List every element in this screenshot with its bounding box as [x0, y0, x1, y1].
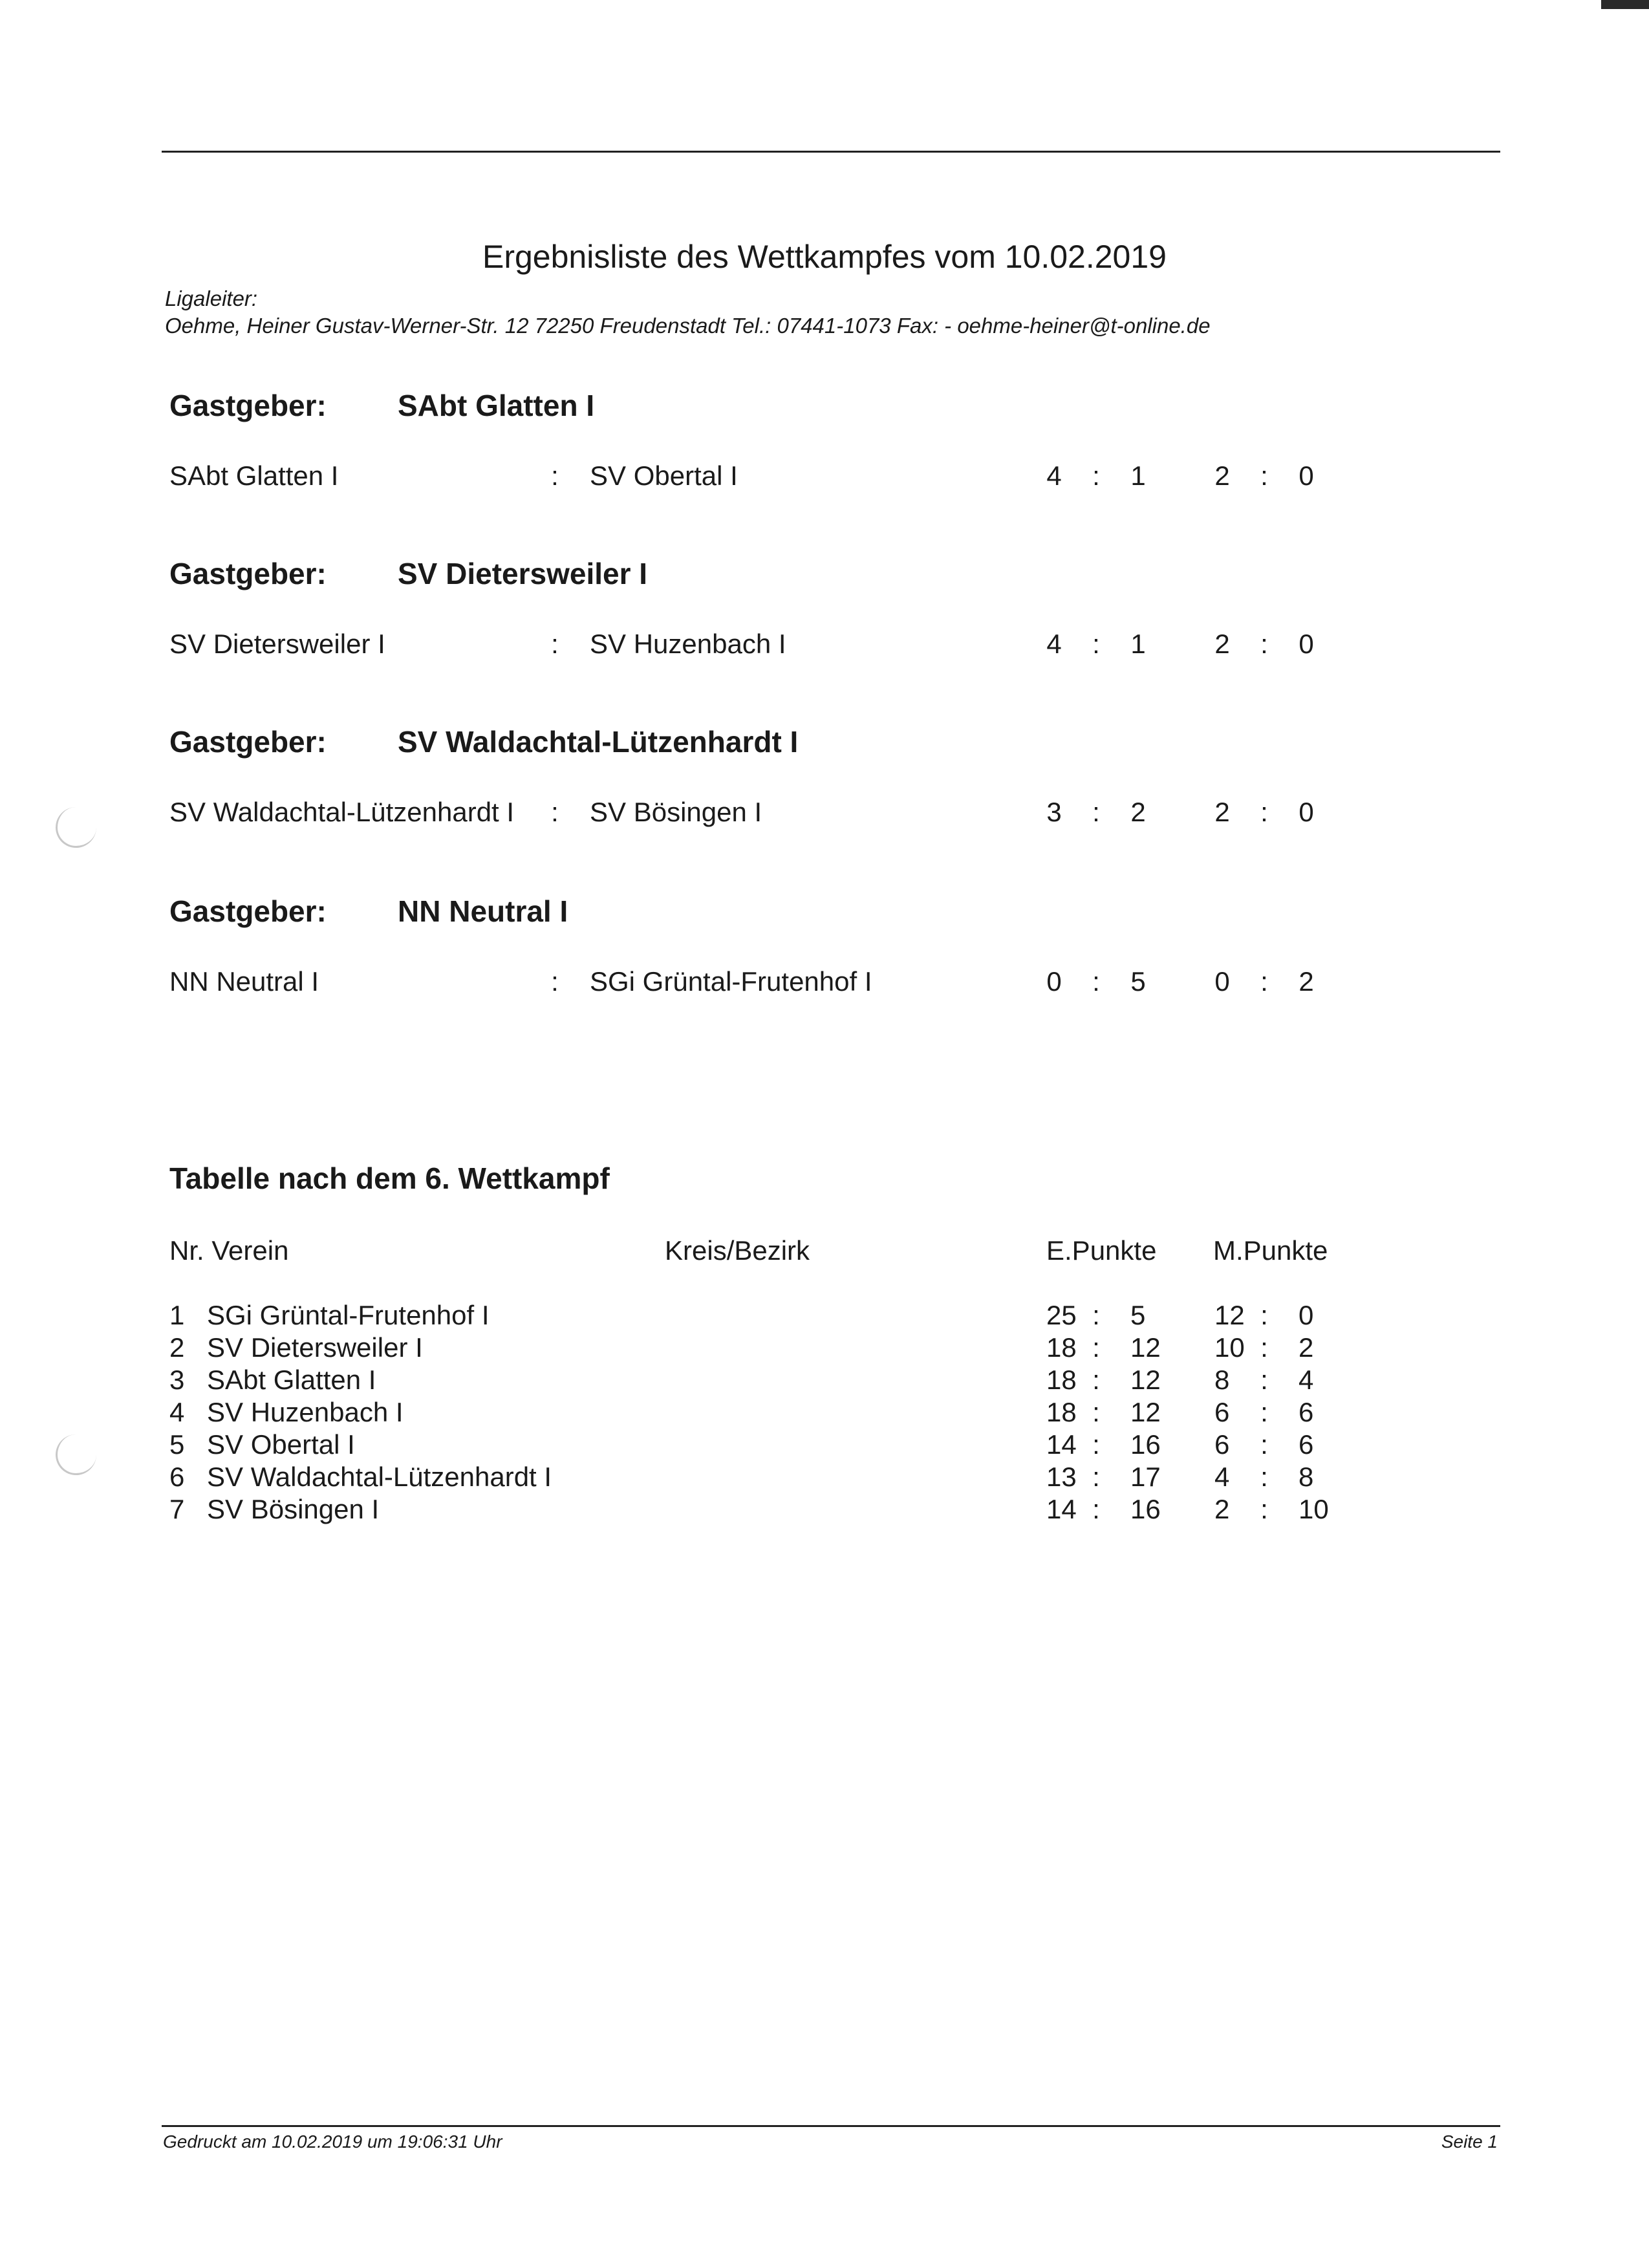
rank-cell: 5 [169, 1429, 185, 1460]
m-points-sep: : [1260, 1429, 1268, 1460]
match-e-sep: : [1092, 629, 1100, 659]
match-e-sep: : [1092, 966, 1100, 997]
club-cell: SGi Grüntal-Frutenhof I [207, 1300, 490, 1330]
m-points-for: 4 [1214, 1462, 1230, 1492]
e-points-against: 12 [1130, 1365, 1161, 1395]
host-label: Gastgeber: [169, 389, 327, 422]
match-e-sep: : [1092, 460, 1100, 491]
match-e-away: 1 [1130, 460, 1146, 491]
match-home-team: SV Waldachtal-Lützenhardt I [169, 797, 515, 827]
e-points-for: 18 [1046, 1365, 1077, 1395]
match-home-team: NN Neutral I [169, 966, 319, 997]
e-points-sep: : [1092, 1462, 1100, 1492]
host-label: Gastgeber: [169, 894, 327, 928]
host-name: SV Waldachtal-Lützenhardt I [398, 725, 799, 759]
club-cell: SV Obertal I [207, 1429, 355, 1460]
e-points-for: 14 [1046, 1494, 1077, 1524]
rank-cell: 3 [169, 1365, 185, 1395]
match-e-home: 3 [1046, 797, 1062, 827]
match-m-sep: : [1260, 966, 1268, 997]
e-points-against: 16 [1130, 1429, 1161, 1460]
scan-edge-mark [1601, 0, 1649, 9]
match-e-away: 2 [1130, 797, 1146, 827]
match-home-team: SAbt Glatten I [169, 460, 339, 491]
match-away-team: SV Obertal I [590, 460, 738, 491]
m-points-for: 8 [1214, 1365, 1230, 1395]
match-m-home: 2 [1214, 460, 1230, 491]
e-points-against: 5 [1130, 1300, 1146, 1330]
match-e-away: 1 [1130, 629, 1146, 659]
footer-rule [162, 2125, 1500, 2127]
match-m-away: 0 [1299, 460, 1314, 491]
m-points-for: 10 [1214, 1332, 1245, 1363]
match-separator: : [551, 629, 559, 659]
col-header-epunkte: E.Punkte [1046, 1235, 1157, 1266]
col-header-mpunkte: M.Punkte [1213, 1235, 1328, 1266]
rank-cell: 1 [169, 1300, 185, 1330]
match-separator: : [551, 460, 559, 491]
ligaleiter-info: Oehme, Heiner Gustav-Werner-Str. 12 72250 Freudenstadt Tel.: 07441-1073 Fax: - oehme-heiner@t-online.de [165, 314, 1211, 338]
e-points-against: 16 [1130, 1494, 1161, 1524]
m-points-sep: : [1260, 1494, 1268, 1524]
match-m-sep: : [1260, 460, 1268, 491]
col-header-nr-verein: Nr. Verein [169, 1235, 289, 1266]
m-points-sep: : [1260, 1397, 1268, 1427]
club-cell: SAbt Glatten I [207, 1365, 376, 1395]
match-m-away: 0 [1299, 797, 1314, 827]
host-label: Gastgeber: [169, 725, 327, 759]
ligaleiter-label: Ligaleiter: [165, 286, 258, 310]
match-home-team: SV Dietersweiler I [169, 629, 385, 659]
m-points-against: 0 [1299, 1300, 1314, 1330]
match-m-away: 2 [1299, 966, 1314, 997]
m-points-for: 6 [1214, 1429, 1230, 1460]
club-cell: SV Huzenbach I [207, 1397, 404, 1427]
page-title: Ergebnisliste des Wettkampfes vom 10.02.2019 [482, 239, 1167, 275]
host-name: SV Dietersweiler I [398, 557, 648, 590]
match-separator: : [551, 797, 559, 827]
match-e-home: 0 [1046, 966, 1062, 997]
club-cell: SV Bösingen I [207, 1494, 380, 1524]
rank-cell: 2 [169, 1332, 185, 1363]
match-separator: : [551, 966, 559, 997]
match-away-team: SV Bösingen I [590, 797, 762, 827]
match-e-away: 5 [1130, 966, 1146, 997]
match-e-home: 4 [1046, 460, 1062, 491]
e-points-sep: : [1092, 1494, 1100, 1524]
m-points-sep: : [1260, 1462, 1268, 1492]
match-m-home: 2 [1214, 797, 1230, 827]
match-e-home: 4 [1046, 629, 1062, 659]
e-points-sep: : [1092, 1429, 1100, 1460]
match-m-sep: : [1260, 629, 1268, 659]
m-points-against: 8 [1299, 1462, 1314, 1492]
e-points-sep: : [1092, 1397, 1100, 1427]
e-points-against: 12 [1130, 1332, 1161, 1363]
table-title: Tabelle nach dem 6. Wettkampf [169, 1161, 610, 1195]
m-points-sep: : [1260, 1332, 1268, 1363]
col-header-kreis: Kreis/Bezirk [665, 1235, 810, 1266]
m-points-against: 10 [1299, 1494, 1329, 1524]
punch-hole-mark [56, 807, 96, 848]
m-points-against: 4 [1299, 1365, 1314, 1395]
e-points-for: 25 [1046, 1300, 1077, 1330]
m-points-sep: : [1260, 1300, 1268, 1330]
punch-hole-mark [56, 1434, 96, 1475]
m-points-for: 6 [1214, 1397, 1230, 1427]
page-number: Seite 1 [1441, 2132, 1498, 2152]
match-e-sep: : [1092, 797, 1100, 827]
header-rule [162, 151, 1500, 153]
match-m-sep: : [1260, 797, 1268, 827]
e-points-sep: : [1092, 1332, 1100, 1363]
match-m-away: 0 [1299, 629, 1314, 659]
m-points-sep: : [1260, 1365, 1268, 1395]
rank-cell: 6 [169, 1462, 185, 1492]
e-points-against: 17 [1130, 1462, 1161, 1492]
club-cell: SV Dietersweiler I [207, 1332, 423, 1363]
e-points-sep: : [1092, 1365, 1100, 1395]
m-points-for: 12 [1214, 1300, 1245, 1330]
e-points-for: 13 [1046, 1462, 1077, 1492]
match-away-team: SGi Grüntal-Frutenhof I [590, 966, 872, 997]
e-points-for: 18 [1046, 1397, 1077, 1427]
m-points-against: 6 [1299, 1429, 1314, 1460]
match-away-team: SV Huzenbach I [590, 629, 786, 659]
match-m-home: 2 [1214, 629, 1230, 659]
m-points-for: 2 [1214, 1494, 1230, 1524]
e-points-sep: : [1092, 1300, 1100, 1330]
rank-cell: 7 [169, 1494, 185, 1524]
e-points-against: 12 [1130, 1397, 1161, 1427]
match-m-home: 0 [1214, 966, 1230, 997]
e-points-for: 14 [1046, 1429, 1077, 1460]
m-points-against: 6 [1299, 1397, 1314, 1427]
host-label: Gastgeber: [169, 557, 327, 590]
printed-timestamp: Gedruckt am 10.02.2019 um 19:06:31 Uhr [163, 2132, 502, 2152]
m-points-against: 2 [1299, 1332, 1314, 1363]
rank-cell: 4 [169, 1397, 185, 1427]
club-cell: SV Waldachtal-Lützenhardt I [207, 1462, 552, 1492]
host-name: SAbt Glatten I [398, 389, 595, 422]
host-name: NN Neutral I [398, 894, 568, 928]
e-points-for: 18 [1046, 1332, 1077, 1363]
